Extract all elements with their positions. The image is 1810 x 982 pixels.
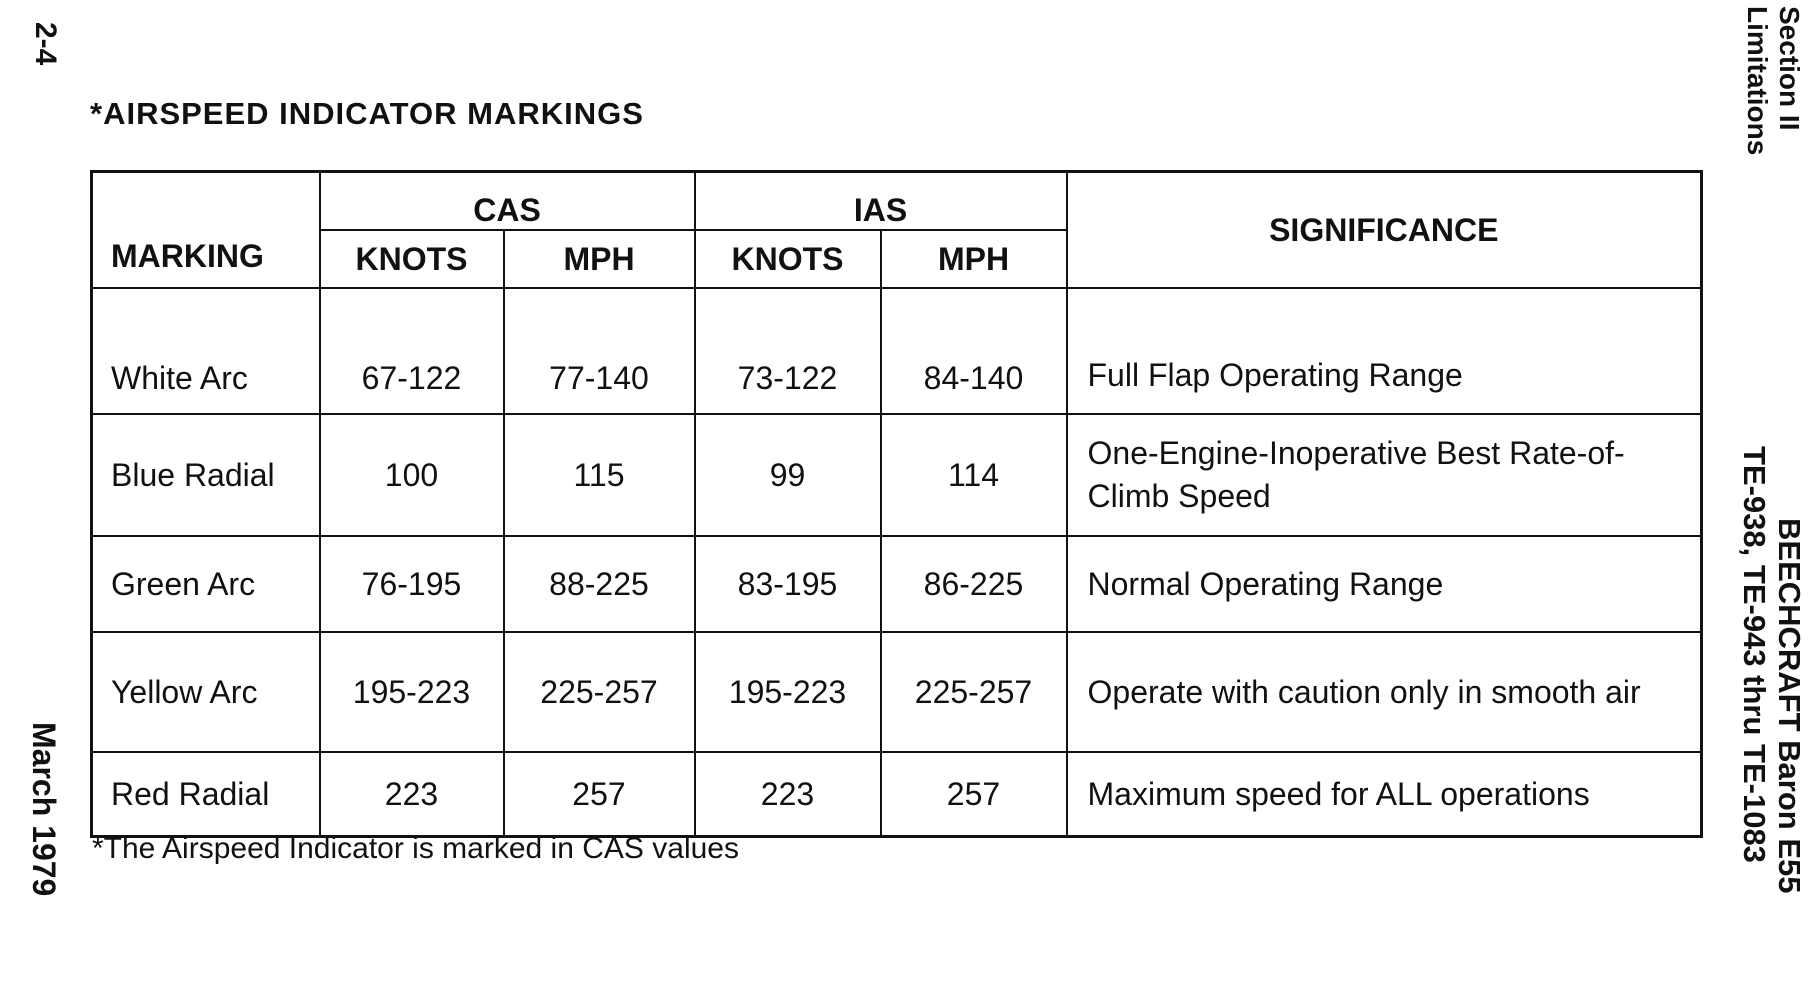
section-name: Limitations [1742,6,1773,156]
significance-cell: One-Engine-Inoperative Best Rate-of-Climb Speed [1067,414,1702,536]
table-row [92,632,1702,752]
aircraft-model: BEECHCRAFT Baron E55 [1772,518,1807,894]
cas-knots-cell: 76-195 [320,536,504,632]
marking-cell: Red Radial [92,752,320,837]
page-number: 2-4 [29,22,62,66]
ias-mph-cell: 225-257 [881,632,1067,752]
header-marking: MARKING [92,172,320,289]
ias-mph-cell: 84-140 [881,288,1067,414]
footnote: *The Airspeed Indicator is marked in CAS values [92,832,739,865]
table-row [92,536,1702,632]
cas-knots-cell: 100 [320,414,504,536]
header-row-1 [92,172,1702,231]
header-cas-knots: KNOTS [320,230,504,288]
ias-knots-cell: 99 [695,414,881,536]
ias-mph-cell: 114 [881,414,1067,536]
airspeed-markings-table [90,170,1703,838]
cas-knots-cell: 195-223 [320,632,504,752]
page-title: *AIRSPEED INDICATOR MARKINGS [90,96,644,131]
aircraft-serials: TE-938, TE-943 thru TE-1083 [1737,446,1772,863]
ias-knots-cell: 195-223 [695,632,881,752]
marking-cell: Yellow Arc [92,632,320,752]
cas-knots-cell: 223 [320,752,504,837]
cas-knots-cell: 67-122 [320,288,504,414]
table-row [92,752,1702,837]
header-significance: SIGNIFICANCE [1067,172,1702,289]
significance-cell: Full Flap Operating Range [1067,288,1702,414]
ias-knots-cell: 73-122 [695,288,881,414]
ias-knots-cell: 83-195 [695,536,881,632]
marking-cell: White Arc [92,288,320,414]
header-ias-knots: KNOTS [695,230,881,288]
cas-mph-cell: 115 [504,414,695,536]
ias-mph-cell: 86-225 [881,536,1067,632]
cas-mph-cell: 225-257 [504,632,695,752]
significance-cell: Operate with caution only in smooth air [1067,632,1702,752]
cas-mph-cell: 77-140 [504,288,695,414]
table-row [92,288,1702,414]
header-cas-mph: MPH [504,230,695,288]
marking-cell: Green Arc [92,536,320,632]
table-row [92,414,1702,536]
header-ias: IAS [695,172,1067,231]
significance-cell: Maximum speed for ALL operations [1067,752,1702,837]
header-cas: CAS [320,172,695,231]
section-label: Section II [1774,6,1805,131]
ias-knots-cell: 223 [695,752,881,837]
cas-mph-cell: 257 [504,752,695,837]
marking-cell: Blue Radial [92,414,320,536]
header-ias-mph: MPH [881,230,1067,288]
cas-mph-cell: 88-225 [504,536,695,632]
significance-cell: Normal Operating Range [1067,536,1702,632]
ias-mph-cell: 257 [881,752,1067,837]
page-date: March 1979 [26,722,62,897]
